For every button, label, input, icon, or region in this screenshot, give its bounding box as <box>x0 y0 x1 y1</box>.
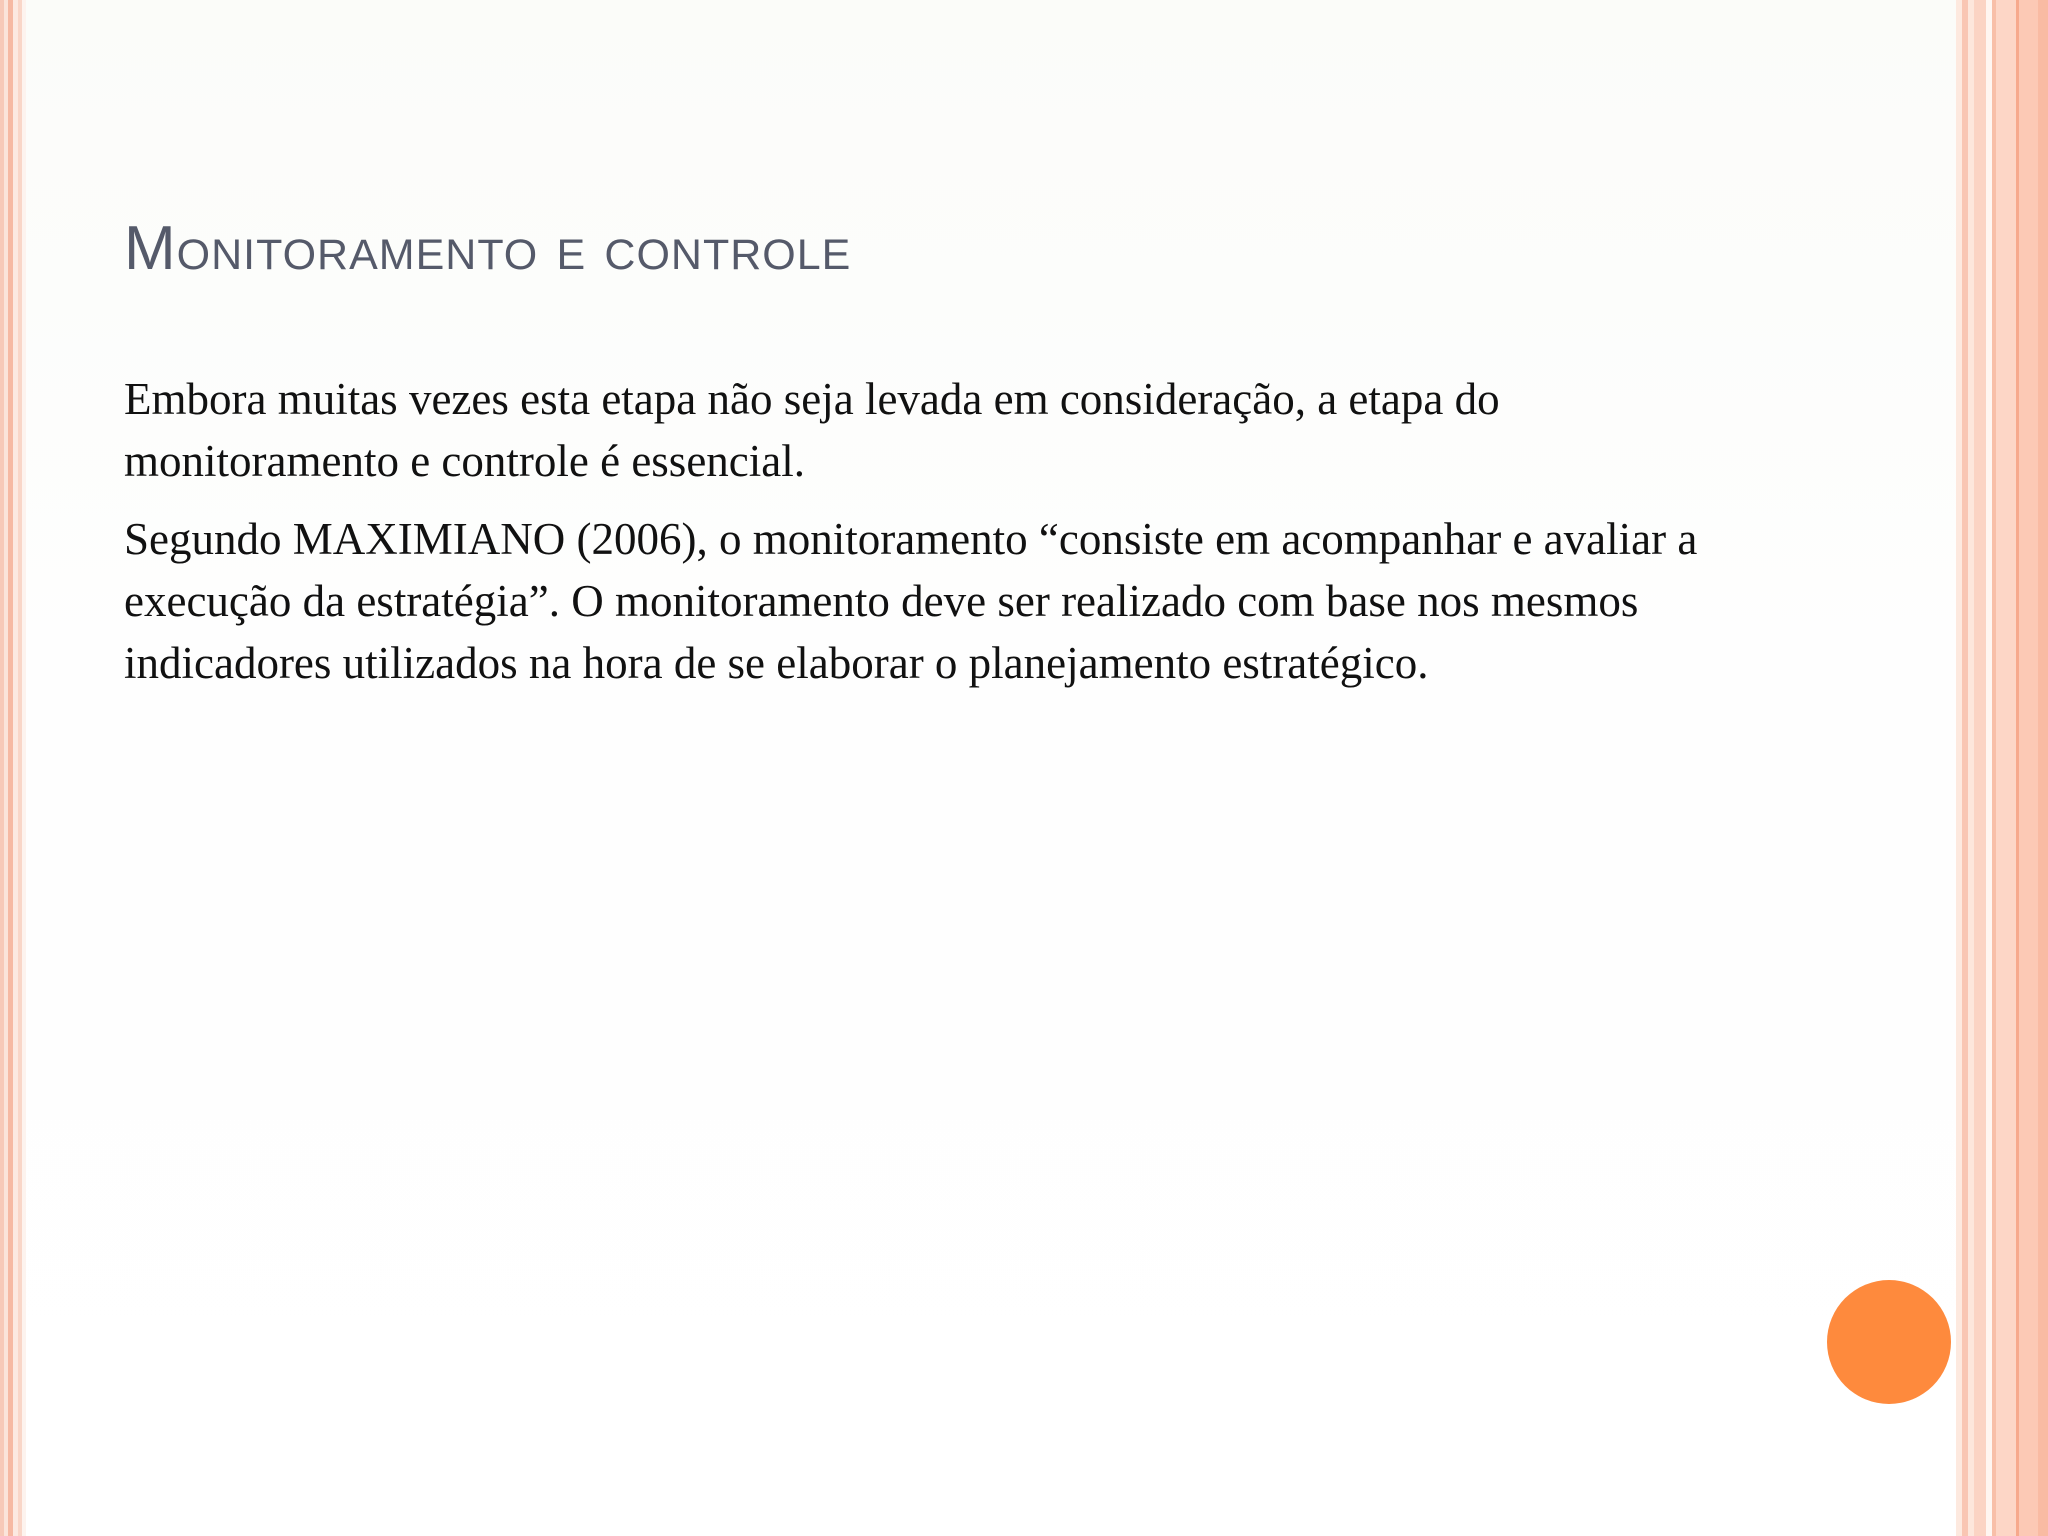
body-paragraph-1: Embora muitas vezes esta etapa não seja levada em consideração, a etapa do monitoramento e controle é essencial. <box>124 374 1500 486</box>
right-decorative-border <box>1956 0 2048 1536</box>
left-decorative-border <box>0 0 26 1536</box>
orange-circle-decoration <box>1827 1280 1951 1404</box>
slide-title: Monitoramento e controle <box>124 214 852 283</box>
body-paragraph-2: Segundo MAXIMIANO (2006), o monitoramento “consiste em acompanhar e avaliar a execução da estratégia”. O monitoramento deve ser realizado com base nos mesmos indicadores utilizados na hora de se elaborar o planejamento estratégico. <box>124 514 1698 688</box>
slide-body <box>124 368 1784 710</box>
